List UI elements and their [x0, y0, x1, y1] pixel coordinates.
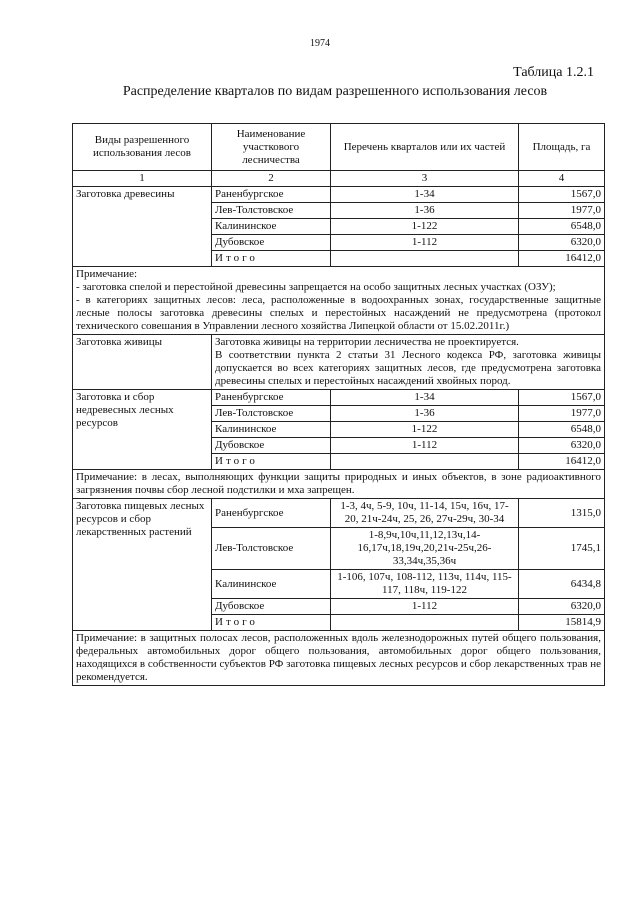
area-cell: 1567,0 — [519, 390, 605, 406]
header-row — [73, 124, 605, 171]
resin-text: Заготовка живицы на территории лесничества не проектируется. В соответствии пункта 2 статьи 31 Лесного кодекса РФ, заготовка живицы допускается во всех категориях защитных лесов, где предусмотрена заготовка древесины спелых и перестойных насаждений хвойных пород. — [212, 335, 605, 390]
table-label: Таблица 1.2.1 — [513, 65, 594, 80]
usage-type-cell: Заготовка пищевых лесных ресурсов и сбор лекарственных растений — [73, 499, 212, 631]
note-text: Примечание: в лесах, выполняющих функции защиты природных и иных объектов, в зоне радиоактивного загрязнения почвы сбор лесной подстилки и мха запрещен. — [73, 470, 605, 499]
header-forestry-name: Наименование участкового лесничества — [212, 124, 331, 171]
total-area: 16412,0 — [519, 251, 605, 267]
area-cell: 1977,0 — [519, 203, 605, 219]
column-number: 3 — [331, 171, 519, 187]
forestry-name: Раненбургское — [212, 187, 331, 203]
quarters-cell: 1-36 — [331, 406, 519, 422]
quarters-cell: 1-112 — [331, 599, 519, 615]
forestry-name: Дубовское — [212, 438, 331, 454]
quarters-cell: 1-122 — [331, 219, 519, 235]
forestry-name: Лев-Толстовское — [212, 203, 331, 219]
forestry-name: Лев-Толстовское — [212, 528, 331, 570]
quarters-cell: 1-3, 4ч, 5-9, 10ч, 11-14, 15ч, 16ч, 17-20, 21ч-24ч, 25, 26, 27ч-29ч, 30-34 — [331, 499, 519, 528]
note-row — [73, 267, 605, 335]
header-quarters-list: Перечень кварталов или их частей — [331, 124, 519, 171]
table-row — [73, 335, 605, 390]
column-number: 2 — [212, 171, 331, 187]
quarters-cell: 1-34 — [331, 187, 519, 203]
total-label: Итого — [212, 615, 331, 631]
area-cell: 1315,0 — [519, 499, 605, 528]
forestry-name: Дубовское — [212, 599, 331, 615]
table-row — [73, 499, 605, 528]
forest-quarters-table — [72, 123, 605, 686]
area-cell: 1977,0 — [519, 406, 605, 422]
total-area: 16412,0 — [519, 454, 605, 470]
total-label: Итого — [212, 251, 331, 267]
forestry-name: Дубовское — [212, 235, 331, 251]
forestry-name: Калининское — [212, 219, 331, 235]
table-row — [73, 390, 605, 406]
quarters-cell: 1-34 — [331, 390, 519, 406]
quarters-cell: 1-8,9ч,10ч,11,12,13ч,14-16,17ч,18,19ч,20,21ч-25ч,26-33,34ч,35,36ч — [331, 528, 519, 570]
note-row — [73, 470, 605, 499]
usage-type-cell: Заготовка и сбор недревесных лесных ресурсов — [73, 390, 212, 470]
column-number: 1 — [73, 171, 212, 187]
area-cell: 6320,0 — [519, 599, 605, 615]
quarters-cell: 1-122 — [331, 422, 519, 438]
note-text: Примечание: в защитных полосах лесов, расположенных вдоль железнодорожных путей общего пользования, федеральных автомобильных дорог общего пользования, автомобильных дорог общего пользования, находящихся в собственности субъектов РФ заготовка пищевых лесных ресурсов и сбор лекарственных трав не рекомендуется. — [73, 631, 605, 686]
area-cell: 6548,0 — [519, 219, 605, 235]
forestry-name: Раненбургское — [212, 390, 331, 406]
usage-type-cell: Заготовка древесины — [73, 187, 212, 267]
column-number-row — [73, 171, 605, 187]
forestry-name: Лев-Толстовское — [212, 406, 331, 422]
usage-type-cell: Заготовка живицы — [73, 335, 212, 390]
table-title: Распределение кварталов по видам разрешенного использования лесов — [122, 84, 548, 99]
empty-cell — [331, 251, 519, 267]
area-cell: 1745,1 — [519, 528, 605, 570]
page-number: 1974 — [310, 38, 330, 49]
area-cell: 6548,0 — [519, 422, 605, 438]
area-cell: 6320,0 — [519, 438, 605, 454]
empty-cell — [331, 454, 519, 470]
header-usage-type: Виды разрешенного использования лесов — [73, 124, 212, 171]
note-row — [73, 631, 605, 686]
area-cell: 6320,0 — [519, 235, 605, 251]
area-cell: 1567,0 — [519, 187, 605, 203]
note-text: Примечание: - заготовка спелой и перестойной древесины запрещается на особо защитных лесных участках (ОЗУ); - в категориях защитных лесов: леса, расположенные в водоохранных зонах, государственные защитные лесные полосы заготовка древесины спелых и перестойных насаждений не предусмотрена (протокол технического совешания в Управлении лесного хозяйства Липецкой области от 15.02.2011г.) — [73, 267, 605, 335]
total-label: Итого — [212, 454, 331, 470]
column-number: 4 — [519, 171, 605, 187]
quarters-cell: 1-36 — [331, 203, 519, 219]
header-area: Площадь, га — [519, 124, 605, 171]
quarters-cell: 1-106, 107ч, 108-112, 113ч, 114ч, 115-117, 118ч, 119-122 — [331, 570, 519, 599]
forestry-name: Калининское — [212, 570, 331, 599]
table-row — [73, 187, 605, 203]
quarters-cell: 1-112 — [331, 438, 519, 454]
forestry-name: Калининское — [212, 422, 331, 438]
area-cell: 6434,8 — [519, 570, 605, 599]
quarters-cell: 1-112 — [331, 235, 519, 251]
forestry-name: Раненбургское — [212, 499, 331, 528]
total-area: 15814,9 — [519, 615, 605, 631]
empty-cell — [331, 615, 519, 631]
